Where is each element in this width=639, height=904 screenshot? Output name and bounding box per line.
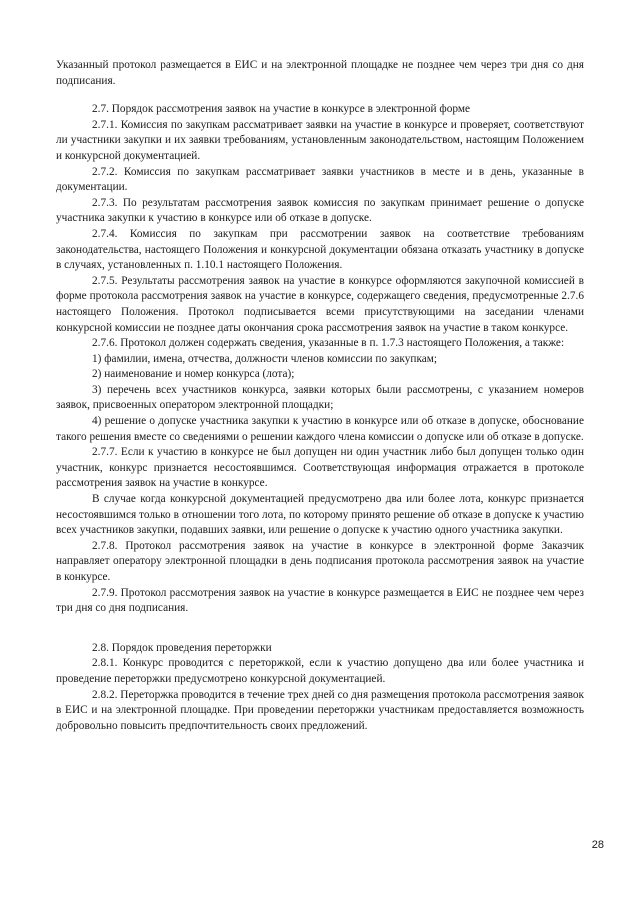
section-heading-2-7: 2.7. Порядок рассмотрения заявок на участие в конкурсе в электронной форме — [92, 103, 471, 116]
document-page — [56, 58, 584, 734]
paragraph-2-7-1: 2.7.1. Комиссия по закупкам рассматривает заявки на участие в конкурсе и проверяет, соответствуют ли участники закупки и их заявки требованиям, установленным законодательством, настоящим Положением и конкурсной документацией. — [56, 118, 584, 162]
paragraph-2-7-7: 2.7.7. Если к участию в конкурсе не был допущен ни один участник либо был допущен только один участник, конкурс признается несостоявшимся. Соответствующая информация отражается в протоколе рассмотрения заявок на участие в конкурсе. — [56, 446, 584, 490]
paragraph-multiple-lots: В случае когда конкурсной документацией предусмотрено два или более лота, конкурс признается несостоявшимся только в отношении того лота, по которому принято решение об отказе в допуске к участию всех участников закупки, подавших заявки, или решение о допуске к участию одного участника закупки. — [56, 493, 584, 537]
list-item-3: 3) перечень всех участников конкурса, заявки которых были рассмотрены, с указанием номеров заявок, присвоенных оператором электронной площадки; — [56, 383, 584, 412]
list-item-4: 4) решение о допуске участника закупки к участию в конкурсе или об отказе в допуске, обоснование такого решения вместе со сведениями о решении каждого члена комиссии о допуске или об отказе в допуске. — [56, 415, 584, 443]
paragraph-2-7-2: 2.7.2. Комиссия по закупкам рассматривает заявки участников в месте и в день, указанные в документации. — [56, 165, 584, 194]
list-item-1: 1) фамилии, имена, отчества, должности членов комиссии по закупкам; — [92, 352, 438, 365]
paragraph-protocol-publication: Указанный протокол размещается в ЕИС и на электронной площадке не позднее чем через три дня со дня подписания. — [56, 59, 584, 87]
section-heading-2-8: 2.8. Порядок проведения переторжки — [92, 641, 272, 654]
paragraph-2-7-4: 2.7.4. Комиссия по закупкам при рассмотрении заявок на соответствие требованиям законодательства, настоящего Положения и конкурсной документации обязана отказать участнику в допуске в случаях, установленных п. 1.10.1 настоящего Положения. — [56, 227, 584, 272]
paragraph-2-7-8: 2.7.8. Протокол рассмотрения заявок на участие в конкурсе в электронной форме Заказчик направляет оператору электронной площадки в день подписания протокола рассмотрения заявок на участие в конкурсе. — [56, 539, 584, 583]
paragraph-2-7-5: 2.7.5. Результаты рассмотрения заявок на участие в конкурсе оформляются закупочной комиссией в форме протокола рассмотрения заявок на участие в конкурсе, содержащего сведения, предусмотренные 2.7.6 настоящего Положения. Протокол подписывается всеми присутствующими на заседании членами конкурсной комиссии не позднее даты окончания срока рассмотрения заявок на участие в таком конкурсе. — [56, 274, 584, 334]
list-item-2: 2) наименование и номер конкурса (лота); — [92, 368, 295, 381]
paragraph-2-7-9: 2.7.9. Протокол рассмотрения заявок на участие в конкурсе размещается в ЕИС не позднее чем через три дня со дня подписания. — [56, 586, 584, 615]
paragraph-2-8-2: 2.8.2. Переторжка проводится в течение трех дней со дня размещения протокола рассмотрения заявок в ЕИС и на электронной площадке. При проведении переторжки участникам предоставляется возможность добровольно повысить предпочтительность своих предложений. — [56, 688, 584, 732]
paragraph-2-7-6: 2.7.6. Протокол должен содержать сведения, указанные в п. 1.7.3 настоящего Положения, а также: — [92, 337, 565, 350]
page-number: 28 — [591, 839, 604, 851]
paragraph-2-7-3: 2.7.3. По результатам рассмотрения заявок комиссия по закупкам принимает решение о допуске участника закупки к участию в конкурсе или об отказе в допуске. — [56, 196, 584, 225]
paragraph-2-8-1: 2.8.1. Конкурс проводится с переторжкой, если к участию допущено два или более участника и проведение переторжки предусмотрено конкурсной документацией. — [56, 657, 584, 685]
